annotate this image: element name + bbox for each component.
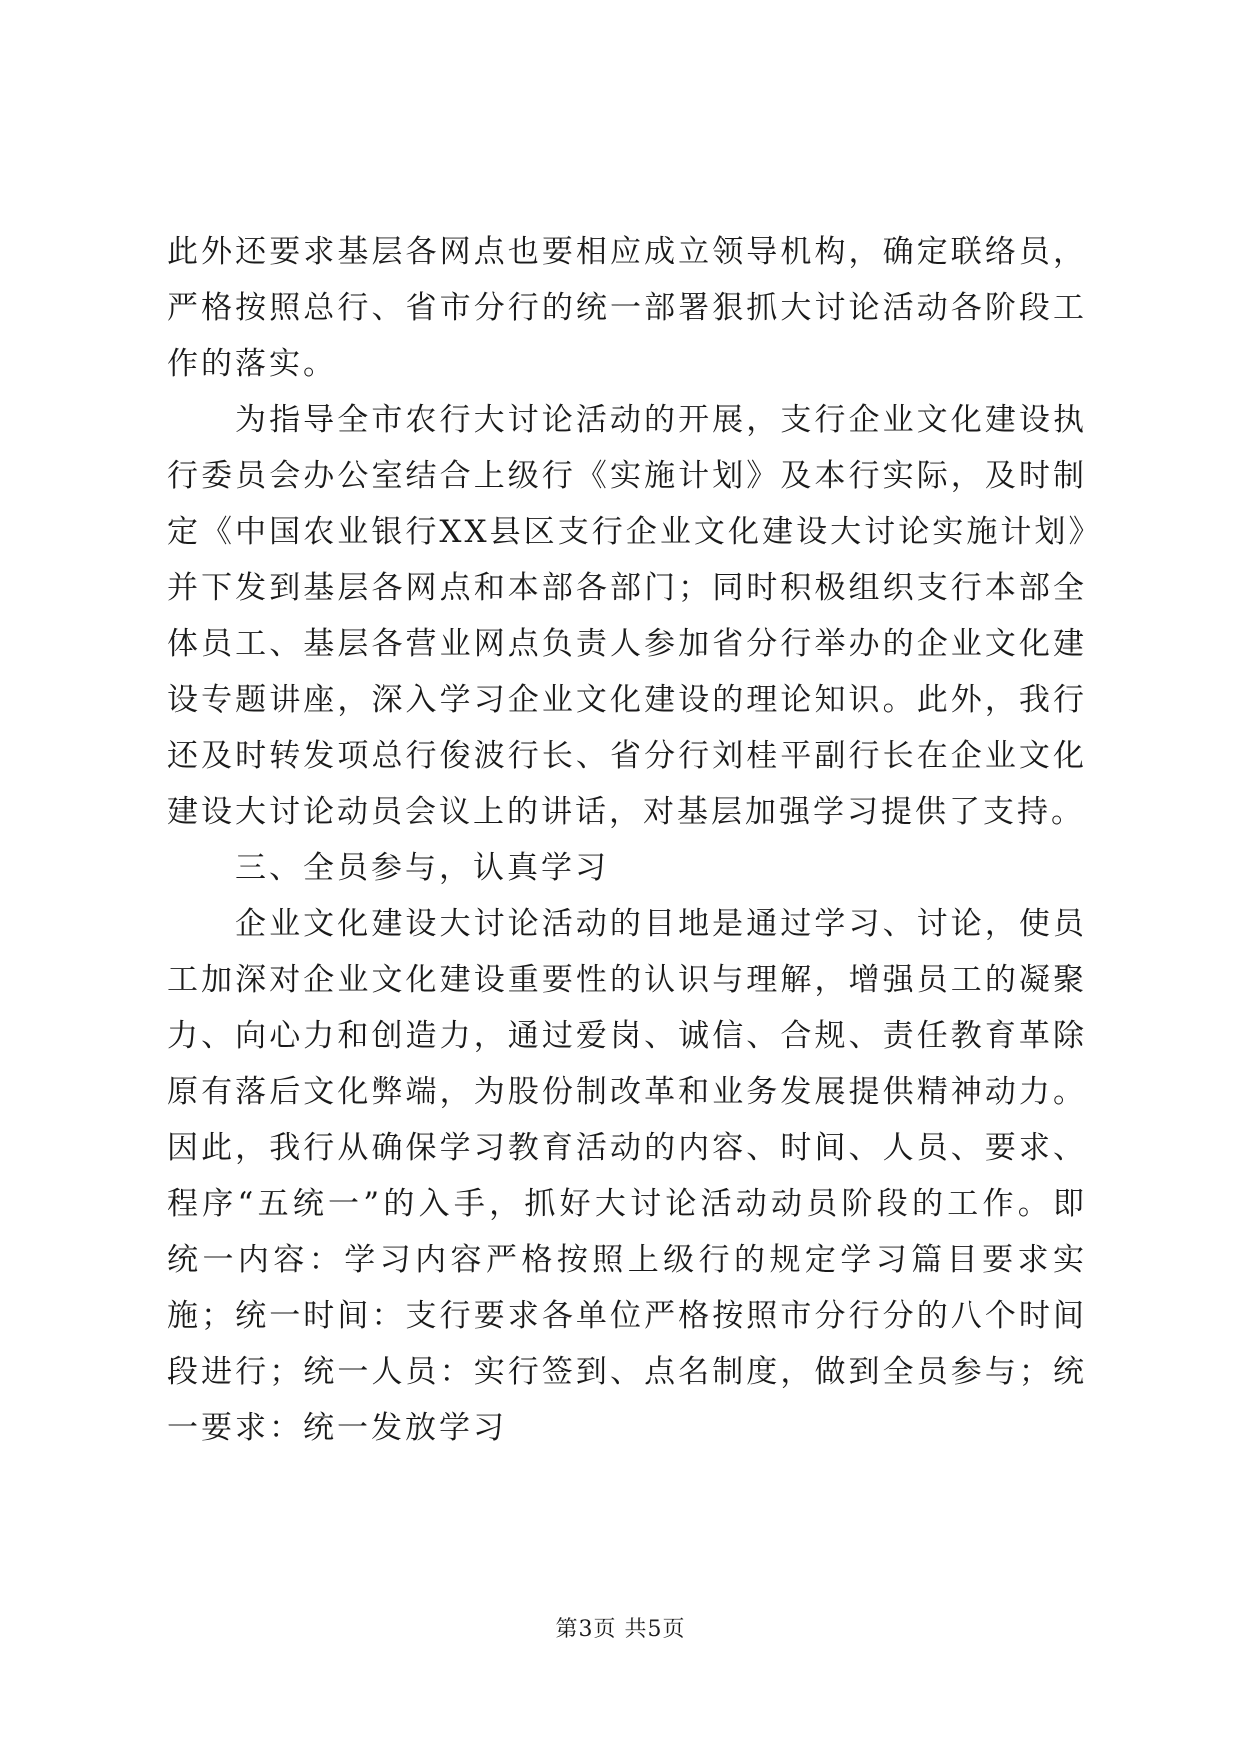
paragraph-continuation: 此外还要求基层各网点也要相应成立领导机构，确定联络员，严格按照总行、省市分行的统一部署狠抓大讨论活动各阶段工作的落实。: [167, 234, 1087, 382]
page-number-footer: 第3页 共5页: [555, 1617, 686, 1642]
section-heading-3: 三、全员参与，认真学习: [235, 850, 609, 886]
paragraph-full-participation: 企业文化建设大讨论活动的目地是通过学习、讨论，使员工加深对企业文化建设重要性的认识与理解，增强员工的凝聚力、向心力和创造力，通过爱岗、诚信、合规、责任教育革除原有落后文化弊端，为股份制改革和业务发展提供精神动力。因此，我行从确保学习教育活动的内容、时间、人员、要求、程序“五统一”的入手，抓好大讨论活动动员阶段的工作。即统一内容：学习内容严格按照上级行的规定学习篇目要求实施；统一时间：支行要求各单位严格按照市分行分的八个时间段进行；统一人员：实行签到、点名制度，做到全员参与；统一要求：统一发放学习: [167, 906, 1087, 1446]
document-body: [167, 224, 1087, 1456]
paragraph-implementation-plan: 为指导全市农行大讨论活动的开展，支行企业文化建设执行委员会办公室结合上级行《实施计划》及本行实际，及时制定《中国农业银行XX县区支行企业文化建设大讨论实施计划》并下发到基层各网点和本部各部门；同时积极组织支行本部全体员工、基层各营业网点负责人参加省分行举办的企业文化建设专题讲座，深入学习企业文化建设的理论知识。此外，我行还及时转发项总行俊波行长、省分行刘桂平副行长在企业文化建设大讨论动员会议上的讲话，对基层加强学习提供了支持。: [167, 402, 1087, 830]
